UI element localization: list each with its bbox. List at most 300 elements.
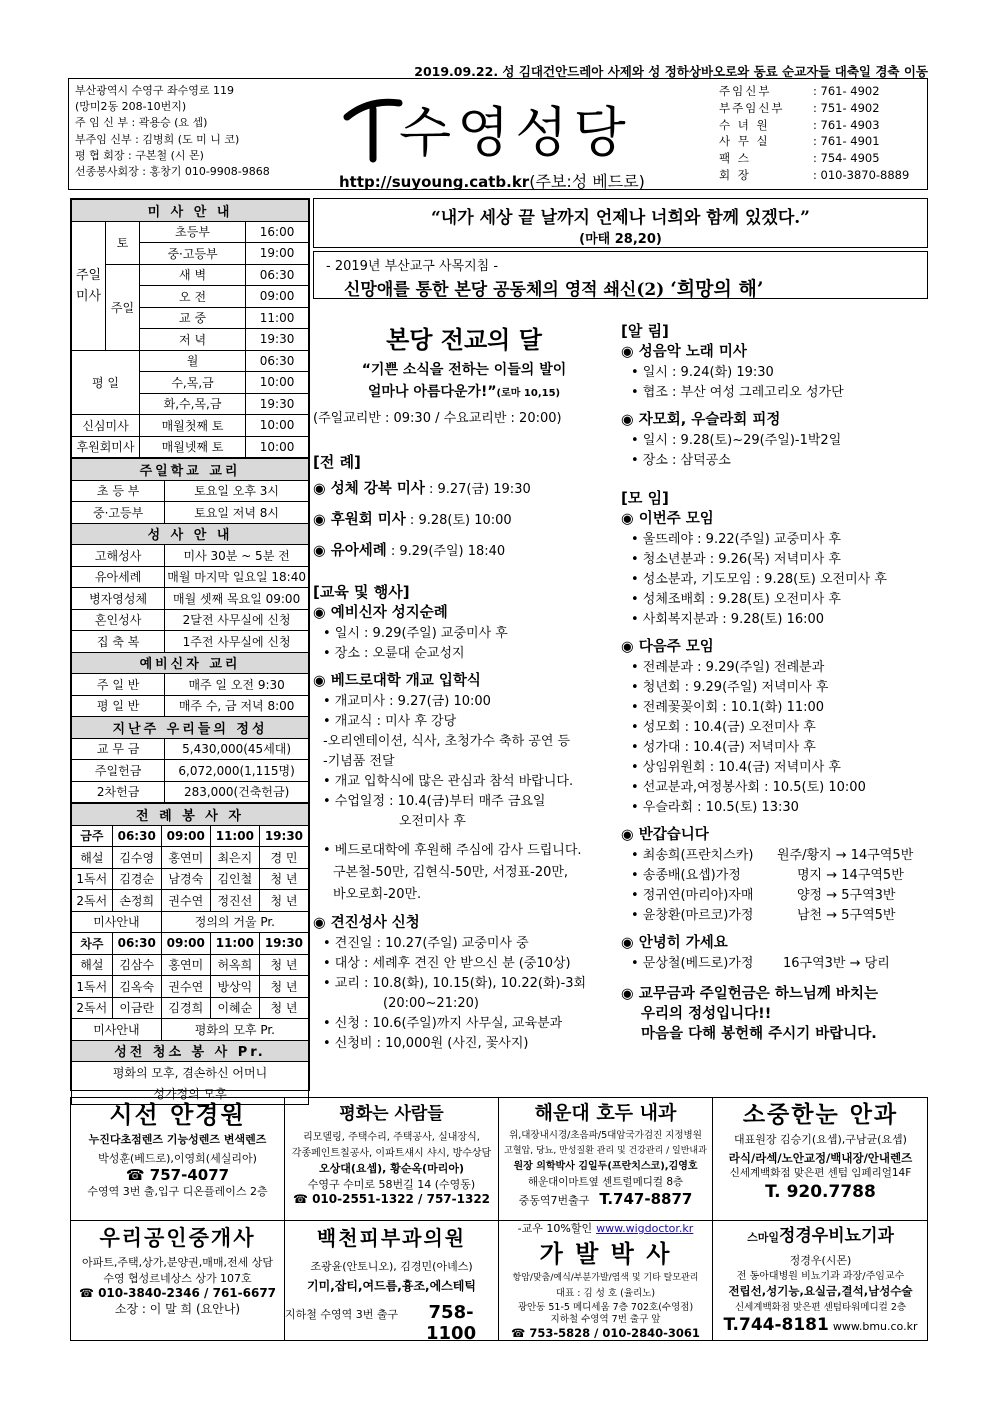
left-sacr-2-1: 매월 셋째 목요일 09:00 (165, 588, 309, 610)
left-serv1-0-0: 해설 (72, 847, 113, 869)
next-week-meetings: ◉ 다음주 모임 (621, 639, 714, 655)
ads-a6-0: 백천피부과의원 (316, 1226, 467, 1250)
contact-row (719, 133, 919, 150)
main-b-0-1: 16구역3반 → 당리 (783, 956, 890, 971)
main-edu4-1: • 대상 : 세례후 견진 안 받으신 분 (중10상) (323, 956, 571, 971)
event-pilgrimage: ◉ 예비신자 성지순례 (313, 605, 448, 621)
ads-a8-3: 전 동아대병원 비뇨기과 과장/주임교수 (736, 1270, 905, 1282)
main-m2-7: • 우슬라회 : 10.5(토) 13:30 (631, 800, 799, 815)
left-serv1-2-2: 권수연 (161, 890, 210, 912)
main-edu2-6: 오전미사 후 (399, 814, 466, 829)
mass-title: 미 사 안 내 (72, 200, 309, 222)
left-serv2-2-2: 김경희 (161, 997, 210, 1019)
ads-a2-5: ☎ 010-2551-1322 / 757-1322 (292, 1192, 491, 1206)
notice-heading: [알 림] (621, 322, 669, 340)
ads-a2-0: 평화는 사람들 (339, 1104, 444, 1124)
left-serv2-1-3: 방상익 (210, 976, 259, 998)
header-contacts-0-k: 주임신부 (719, 84, 772, 98)
main-fin3: 마음을 다해 봉헌해 주시기 바랍니다. (641, 1026, 877, 1042)
left-serv2-2-1: 이금란 (112, 997, 161, 1019)
left-mass-6-1: 06:30 (246, 350, 309, 372)
left-serv1-2-3: 정진선 (210, 890, 259, 912)
left-cat-0-0: 주 일 반 (72, 674, 165, 696)
ads-a3-2: 고혈압, 당뇨, 만성질환 관리 및 건강관리 / 일반내과 (504, 1145, 707, 1156)
scripture-quote: “내가 세상 끝 날까지 언제나 너희와 함께 있겠다.” (431, 208, 810, 228)
ads-a4-2: 라식/라섹/노안교정/백내장/안내렌즈 (728, 1150, 913, 1165)
main-pastoral: 신망애를 통한 본당 공동체의 영적 쇄신(2) (344, 280, 665, 300)
left-sacr-4-0: 집 축 복 (72, 631, 165, 653)
main-edu3-0: • 베드로대학에 후원해 주심에 감사 드립니다. (323, 843, 582, 858)
left-clean-0: 평화의 모후, 겸손하신 어머니 (72, 1062, 309, 1084)
main-liturgy-0-d: : 9.27(금) 19:30 (424, 482, 531, 497)
left-serv2-2-3: 이혜순 (210, 997, 259, 1019)
ads-a7-7: ☎ 753-5828 / 010-2840-3061 (511, 1325, 700, 1340)
main-m1-1: • 청소년분과 : 9.26(목) 저녁미사 후 (631, 552, 841, 567)
contact-row (719, 150, 919, 167)
left-mass-2-1: 06:30 (246, 264, 309, 286)
main-content (313, 198, 928, 1091)
left-guide2-1: 평화의 모후 Pr. (161, 1019, 308, 1041)
main-edu1-1: • 장소 : 오륜대 순교성지 (323, 646, 465, 661)
ads-a1-3: ☎ 757-4077 (125, 1166, 230, 1184)
left-serv1-2-4: 청 년 (259, 890, 308, 912)
left-sacr-3-1: 2달전 사무실에 신청 (165, 609, 309, 631)
main-edu4-0: • 견진일 : 10.27(주일) 교중미사 중 (323, 936, 529, 951)
ads-a3-6: T.747-8877 (599, 1190, 693, 1208)
ads-a5-2: 수영 협성르네상스 상가 107호 (103, 1271, 252, 1285)
left-serv2-0-4: 청 년 (259, 954, 308, 976)
left-schedule-column (70, 198, 310, 1101)
left-off-1-1: 6,072,000(1,115명) (165, 760, 309, 782)
left-serv_head2-2: 09:00 (161, 933, 210, 955)
left-cat-1-1: 매주 수, 금 저녁 8:00 (165, 695, 309, 717)
left-serv2-1-0: 1독서 (72, 976, 113, 998)
left-serv_head-2: 09:00 (161, 825, 210, 847)
ads-a8-4: 전립선,성기능,요실금,결석,남성수술 (728, 1284, 913, 1298)
left-school-0-1: 토요일 오후 3시 (165, 480, 309, 502)
ad-urology (713, 1220, 928, 1340)
this-week-meetings: ◉ 이번주 모임 (621, 511, 714, 527)
main-edu2-0: • 개교미사 : 9.27(금) 10:00 (323, 694, 491, 709)
main-mission_q1: “기쁜 소식을 전하는 이들의 발이 (361, 362, 567, 378)
main-w-2-1: 양정 → 5구역3반 (797, 888, 896, 903)
left-mass-2-0: 새 벽 (140, 264, 246, 286)
liturgy-servers-table (71, 803, 309, 1105)
wig-website-link[interactable]: www.wigdoctor.kr (596, 1222, 694, 1235)
left-cat-1-0: 평 일 반 (72, 695, 165, 717)
assistant-pastor: 부주임 신부 : 김병희 (도 미 니 코) (75, 132, 240, 146)
left-mass-7-0: 수,목,금 (140, 372, 246, 394)
ads-a6-2: 기미,잡티,여드름,흉조,에스테틱 (307, 1278, 476, 1293)
main-edu4-2: • 교리 : 10.8(화), 10.15(화), 10.22(화)-3회 (323, 976, 587, 991)
main-edu2_t: 베드로대학 개교 입학식 (330, 673, 481, 689)
header-contacts-4-v: : 754- 4905 (813, 151, 880, 166)
left-serv2-1-4: 청 년 (259, 976, 308, 998)
pastoral-subtitle: - 2019년 부산교구 사목지침 - (326, 259, 499, 274)
offering-message: ◉ 교무금과 주일헌금은 하느님께 바치는 우리의 정성입니다!! 마음을 다해 봉헌해 주시기 바랍니다. (621, 984, 931, 1044)
event-confirmation: ◉ 견진성사 신청 (313, 915, 420, 931)
main-edu4-3: (20:00~21:20) (383, 996, 479, 1011)
header-contacts-3-v: : 761- 4901 (813, 134, 880, 149)
left-mass-8-0: 화,수,목,금 (140, 393, 246, 415)
left-serv_head2-0: 차주 (72, 933, 113, 955)
left-cat_title: 예비신자 교리 (72, 652, 309, 674)
left-clean_title: 성전 청소 봉 사 Pr. (72, 1040, 309, 1062)
left-school-1-0: 중·고등부 (72, 502, 165, 524)
ads-a1-1: 누진다초점렌즈 기능성렌즈 변색렌즈 (88, 1133, 267, 1146)
left-serv1-0-3: 최은지 (210, 847, 259, 869)
main-m2-3: • 성모회 : 10.4(금) 오전미사 후 (631, 720, 816, 735)
ads-a3-3: 원장 의학박사 김일두(프란치스코),김영호 (513, 1161, 698, 1172)
scripture-quote-box (313, 198, 928, 248)
main-edu1-0: • 일시 : 9.29(주일) 교중미사 후 (323, 626, 508, 641)
pastoral-guideline-box (313, 251, 928, 299)
parish-info (75, 83, 325, 180)
welcome-heading: ◉ 반갑습니다 (621, 827, 709, 843)
liturgy-item: ◉ 후원회 미사 : 9.28(토) 10:00 (313, 512, 512, 528)
donation-thanks (313, 840, 615, 906)
mass-schedule-table (71, 199, 309, 458)
header-contacts-5-k: 회 장 (719, 167, 751, 182)
ads-a1-2: 박성훈(베드로),이영희(세실리아) (98, 1151, 257, 1165)
left-serv1-0-4: 경 민 (259, 847, 308, 869)
right-news-column (621, 320, 931, 1044)
main-m2-1: • 청년회 : 9.29(주일) 저녁미사 후 (631, 680, 829, 695)
scripture-source: (마태 28,20) (579, 232, 662, 247)
left-mass-6-0: 월 (140, 350, 246, 372)
liturgy-item: ◉ 성체 강복 미사 : 9.27(금) 19:30 (313, 481, 531, 497)
left-sacr-2-0: 병자영성체 (72, 588, 165, 610)
left-serv1-2-0: 2독서 (72, 890, 113, 912)
ads-a6-1: 조광윤(안토니오), 김경민(아녜스) (310, 1260, 473, 1273)
left-serv1-1-1: 김경순 (112, 868, 161, 890)
left-off_title: 지난주 우리들의 정성 (72, 717, 309, 739)
left-special-0-2: 10:00 (246, 415, 309, 437)
left-serv2-0-0: 해설 (72, 954, 113, 976)
main-w-1-1: 명지 → 14구역5반 (797, 868, 904, 883)
main-edu1_t: 예비신자 성지순례 (330, 605, 448, 621)
pastor: 주 임 신 부 : 곽용승 (요 셉) (75, 116, 208, 130)
ads-a7-5: 광안동 51-5 메디세움 7층 702호(수영점) (517, 1301, 694, 1313)
ads-a7-3: 항암/맞춤/예식/부분가발/염색 및 기타 탈모관리 (512, 1272, 699, 1283)
notice-item: ◉ 성음악 노래 미사 (621, 344, 747, 360)
main-w-3-0: • 윤창환(마르코)가정 (631, 908, 754, 923)
left-special-1-1: 매월넷째 토 (140, 436, 246, 458)
liturgy-heading: [전 례] (313, 453, 361, 471)
ads-a7-6: 지하철 수영역 7번 출구 앞 (550, 1313, 661, 1325)
notice-item: ◉ 자모회, 우슬라회 피정 (621, 412, 781, 428)
ads-a7-4: 대표 : 김 성 호 (율리노) (555, 1288, 656, 1299)
ads-a5-0: 우리공인중개사 (99, 1225, 256, 1250)
left-serv_head-3: 11:00 (210, 825, 259, 847)
main-n2-0: • 일시 : 9.28(토)~29(주일)-1박2일 (631, 433, 842, 448)
url-text[interactable]: http://suyoung.catb.kr (339, 173, 530, 191)
left-serv_head2-3: 11:00 (210, 933, 259, 955)
ad-internal-clinic (499, 1098, 713, 1220)
left-clean-1: 성가정의 모후 (72, 1083, 309, 1105)
left-special-0-0: 신심미사 (72, 415, 140, 437)
header-contacts-1-v: : 751- 4902 (813, 100, 880, 115)
parish-address: 부산광역시 수영구 좌수영로 119 (75, 84, 234, 97)
left-serv1-2-1: 손정희 (112, 890, 161, 912)
main-edu2-1: • 개교식 : 미사 후 강당 (323, 714, 457, 729)
ads-a8-0: 스마일 (747, 1231, 779, 1244)
header-contacts-4-k: 팩 스 (719, 151, 751, 166)
left-guide1-0: 미사안내 (72, 911, 162, 933)
left-serv1-1-2: 남경숙 (161, 868, 210, 890)
main-w-0-0: • 최송희(프란치스카) (631, 848, 754, 863)
ads-a2-3: 오상대(요셉), 황순옥(마리아) (318, 1162, 464, 1175)
contact-row (719, 167, 919, 184)
welcome-item (621, 846, 931, 866)
education-heading: [교육 및 행사] (313, 583, 410, 601)
mission-month-title: 본당 전교의 달 (386, 326, 542, 354)
ads-a4-1: 대표원장 김승기(요셉),구남균(요셉) (734, 1133, 907, 1146)
ads-a5-1: 아파트,주택,상가,분양권,매매,전세 상담 (82, 1256, 273, 1269)
ads-a3-5: 중동역7번출구 (518, 1194, 590, 1207)
left-school_title: 주일학교 교리 (72, 459, 309, 481)
parish-header (68, 78, 928, 190)
left-serv_head2-4: 19:30 (259, 933, 308, 955)
ads-a6-3: 지하철 수영역 3번 출구 (285, 1308, 399, 1321)
welcome-item (621, 886, 931, 906)
ads-a1-0: 시선 안경원 (109, 1101, 246, 1129)
left-mass-1-0: 중·고등부 (140, 243, 246, 265)
parish-website[interactable] (339, 169, 709, 192)
left-off-2-1: 283,000(건축헌금) (165, 781, 309, 803)
main-m2-6: • 선교분과,여정봉사회 : 10.5(토) 10:00 (631, 780, 866, 795)
main-edu4_t: 견진성사 신청 (330, 915, 420, 931)
main-edu3-1: 구본철-50만, 김현식-50만, 서정표-20만, (333, 865, 569, 880)
welcome-item (621, 906, 931, 926)
ads-a5-4: 소장 : 이 말 희 (요안나) (114, 1301, 241, 1316)
left-serv2-0-2: 홍연미 (161, 954, 210, 976)
main-m1-4: • 사회복지분과 : 9.28(토) 16:00 (631, 612, 825, 627)
left-sacr-0-0: 고해성사 (72, 545, 165, 567)
contact-list (719, 83, 919, 184)
main-w-2-0: • 정귀연(마리아)자매 (631, 888, 754, 903)
left-sacr-0-1: 미사 30분 ~ 5분 전 (165, 545, 309, 567)
left-sacr-1-0: 유아세례 (72, 566, 165, 588)
ad-eye-clinic (713, 1098, 928, 1220)
mission-verse (313, 359, 615, 405)
advertisement-grid (70, 1097, 928, 1341)
main-edu2-3: -기념품 전달 (323, 754, 395, 769)
main-n1_t: 성음악 노래 미사 (638, 344, 747, 360)
left-mass-3-0: 오 전 (140, 286, 246, 308)
left-news-column (313, 320, 615, 1054)
ads-a7-0: -교우 10%할인 (517, 1222, 593, 1235)
main-n2_t: 자모회, 우슬라회 피정 (638, 412, 781, 428)
main-liturgy-2-d: : 9.29(주일) 18:40 (386, 544, 506, 559)
left-off-0-1: 5,430,000(45세대) (165, 738, 309, 760)
left-off-1-0: 주일헌금 (72, 760, 165, 782)
main-m1-2: • 성소분과, 기도모임 : 9.28(토) 오전미사 후 (631, 572, 887, 587)
left-serv_title: 전 례 봉 사 자 (72, 804, 309, 826)
ad-wig-shop (499, 1220, 713, 1340)
weekday-label: 평 일 (72, 350, 140, 415)
main-pastoral_em: ‘희망의 해’ (670, 278, 764, 300)
header-contacts-2-v: : 761- 4903 (813, 117, 880, 132)
ads-a3-0: 해운대 호두 내과 (534, 1102, 677, 1124)
left-mass-0-1: 16:00 (246, 221, 309, 243)
sunday-label: 주일 (106, 264, 140, 350)
ads-a8-6: T.744-8181 (723, 1315, 829, 1335)
left-serv1-1-4: 청 년 (259, 868, 308, 890)
left-mass-5-0: 저 녁 (140, 329, 246, 351)
header-contacts-1-k: 부주임신부 (719, 100, 785, 115)
main-m1_t: 이번주 모임 (638, 511, 714, 527)
main-m2_t: 다음주 모임 (638, 639, 714, 655)
main-n1-0: • 일시 : 9.24(화) 19:30 (631, 365, 774, 380)
main-b-0-0: • 문상철(베드로)가정 (631, 956, 754, 971)
left-mass-7-1: 10:00 (246, 372, 309, 394)
main-w_t: 반갑습니다 (638, 827, 709, 843)
ads-a1-4: 수영역 3번 출,입구 디온플레이스 2층 (87, 1185, 268, 1198)
main-edu2-4: • 개교 입학식에 많은 관심과 참석 바랍니다. (323, 774, 574, 789)
welcome-item (621, 866, 931, 886)
patron-saint: (주보:성 베드로) (529, 172, 645, 191)
left-serv2-1-1: 김옥숙 (112, 976, 161, 998)
ad-interior-company (285, 1098, 499, 1220)
left-sun_main: 주일미사 (75, 267, 102, 304)
left-cat-0-1: 매주 일 오전 9:30 (165, 674, 309, 696)
left-guide1-1: 정의의 거울 Pr. (161, 911, 308, 933)
left-sacr-1-1: 매월 마지막 일요일 18:40 (165, 566, 309, 588)
left-school-1-1: 토요일 저녁 8시 (165, 502, 309, 524)
main-b_t: 안녕히 가세요 (638, 935, 728, 951)
main-liturgy-0-t: 성체 강복 미사 (330, 481, 425, 497)
left-serv_head-1: 06:30 (112, 825, 161, 847)
ads-a2-1: 리모델링, 주택수리, 주택공사, 실내장식, (303, 1132, 480, 1143)
left-mass-1-1: 19:00 (246, 243, 309, 265)
catechism-times: (주일교리반 : 09:30 / 수요교리반 : 20:00) (313, 411, 562, 426)
header-contacts-2-k: 수 녀 원 (719, 117, 770, 132)
left-off-2-0: 2차헌금 (72, 781, 165, 803)
left-serv1-0-2: 홍연미 (161, 847, 210, 869)
farewell-item (621, 954, 931, 974)
issue-date-line: 2019.09.22. 성 김대건안드레아 사제와 성 정하상바오로와 동료 순교자들 대축일 경축 이동 (414, 64, 928, 79)
liturgy-item: ◉ 유아세례 : 9.29(주일) 18:40 (313, 543, 506, 559)
parish-address-sub: (망미2동 208-10번지) (75, 100, 187, 114)
main-m1-3: • 성체조배회 : 9.28(토) 오전미사 후 (631, 592, 841, 607)
left-serv_head-0: 금주 (72, 825, 113, 847)
header-contacts-5-v: : 010-3870-8889 (813, 167, 910, 182)
left-serv1-1-0: 1독서 (72, 868, 113, 890)
farewell-heading: ◉ 안녕히 가세요 (621, 935, 728, 951)
left-school-0-0: 초 등 부 (72, 480, 165, 502)
main-m2-4: • 성가대 : 10.4(금) 저녁미사 후 (631, 740, 816, 755)
ads-a8-5: 신세계백화점 맞은편 센텀타워메디컬 2층 (734, 1301, 907, 1313)
ads-a2-2: 각종페인트칠공사, 이파트섀시 샤시, 방수상담 (291, 1147, 492, 1159)
left-sacr-3-0: 혼인성사 (72, 609, 165, 631)
main-mission_ref: (로마 10,15) (496, 388, 561, 399)
left-mass-0-0: 초등부 (140, 221, 246, 243)
main-w-0-1: 원주/황지 → 14구역5반 (777, 848, 914, 863)
left-serv_head2-1: 06:30 (112, 933, 161, 955)
main-fin1: 교무금과 주일헌금은 하느님께 바치는 (638, 986, 878, 1002)
left-serv_head-4: 19:30 (259, 825, 308, 847)
left-off-0-0: 교 무 금 (72, 738, 165, 760)
main-liturgy-1-t: 후원회 미사 (330, 512, 406, 528)
main-w-3-1: 남천 → 5구역5반 (797, 908, 896, 923)
left-serv2-2-0: 2독서 (72, 997, 113, 1019)
main-edu4-5: • 신청비 : 10,000원 (사진, 꽃사지) (323, 1036, 529, 1051)
contact-row (719, 83, 919, 100)
saturday-label: 토 (106, 221, 140, 264)
main-edu2-2: -오리엔테이션, 식사, 초청가수 축하 공연 등 (323, 734, 571, 749)
main-m1-0: • 울뜨레야 : 9.22(주일) 교중미사 후 (631, 532, 841, 547)
contact-row (719, 117, 919, 134)
pastoral-title (314, 274, 927, 301)
sunday-school-table (71, 458, 309, 803)
left-mass-4-0: 교 중 (140, 307, 246, 329)
ad-real-estate (71, 1220, 285, 1340)
main-fin2: 우리의 정성입니다!! (641, 1006, 772, 1022)
parish-logo (339, 85, 709, 165)
main-mission_q2: 얼마나 아름다운가!” (367, 384, 497, 400)
ads-a8-1: 정경우비뇨기과 (778, 1226, 894, 1246)
council-president: 평 협 회장 : 구본철 (시 몬) (75, 148, 204, 162)
left-serv2-2-4: 청 년 (259, 997, 308, 1019)
ads-a6-4: 758-1100 (426, 1302, 477, 1340)
left-sacr_title: 성 사 안 내 (72, 523, 309, 545)
main-edu2-5: • 수업일정 : 10.4(금)부터 매주 금요일 (323, 794, 546, 809)
urology-website-link[interactable]: www.bmu.co.kr (832, 1320, 918, 1333)
left-mass-8-1: 19:30 (246, 393, 309, 415)
left-mass-5-1: 19:30 (246, 329, 309, 351)
ads-a2-4: 수영구 수미로 58번길 14 (수영동) (307, 1177, 476, 1191)
ad-dermatology (285, 1220, 499, 1340)
ads-a4-0: 소중한눈 안과 (742, 1102, 899, 1128)
ads-a5-3: ☎ 010-3840-2346 / 761-6677 (78, 1286, 277, 1300)
main-m2-2: • 전례꽃꽂이회 : 10.1(화) 11:00 (631, 700, 825, 715)
sunday-mass-label (72, 221, 106, 350)
ads-a8-2: 정경우(시몬) (789, 1254, 852, 1267)
ads-a7-2: 가 발 박 사 (539, 1239, 672, 1268)
funeral-service-president: 선종봉사회장 : 홍창기 010-9908-9868 (75, 165, 270, 179)
main-w-1-0: • 송종배(요셉)가정 (631, 868, 741, 883)
ads-a4-3: 신세계백화점 맞은편 센텀 임페리얼14F (729, 1167, 912, 1179)
left-guide2-0: 미사안내 (72, 1019, 162, 1041)
ads-a4-4: T. 920.7788 (765, 1181, 876, 1202)
ads-a3-4: 해운대이마트옆 센트럴메디컬 8층 (527, 1175, 684, 1188)
header-contacts-3-k: 사 무 실 (719, 134, 770, 149)
left-special-1-2: 10:00 (246, 436, 309, 458)
left-special-0-1: 매월첫째 토 (140, 415, 246, 437)
ad-optical-store (71, 1098, 285, 1220)
left-serv1-0-1: 김수영 (112, 847, 161, 869)
header-contacts-0-v: : 761- 4902 (813, 84, 880, 98)
contact-row (719, 100, 919, 117)
left-special-1-0: 후원회미사 (72, 436, 140, 458)
left-serv2-0-3: 허옥희 (210, 954, 259, 976)
left-sacr-4-1: 1주전 사무실에 신청 (165, 631, 309, 653)
main-m2-0: • 전례분과 : 9.29(주일) 전례분과 (631, 660, 825, 675)
main-m2-5: • 상임위원회 : 10.4(금) 저녁미사 후 (631, 760, 841, 775)
main-edu4-4: • 신청 : 10.6(주일)까지 사무실, 교육분과 (323, 1016, 563, 1031)
main-n2-1: • 장소 : 삼덕공소 (631, 453, 731, 468)
event-peter-college: ◉ 베드로대학 개교 입학식 (313, 673, 481, 689)
ads-a3-1: 위,대장내시경/초음파/5대암국가검진 지정병원 (509, 1130, 702, 1141)
left-serv2-0-1: 김삼수 (112, 954, 161, 976)
main-liturgy-2-t: 유아세례 (330, 543, 387, 559)
meetings-heading: [모 임] (621, 489, 669, 507)
main-edu3-2: 바오로회-20만. (333, 887, 422, 902)
left-serv1-1-3: 김인철 (210, 868, 259, 890)
left-serv2-1-2: 권수연 (161, 976, 210, 998)
left-mass-4-1: 11:00 (246, 307, 309, 329)
